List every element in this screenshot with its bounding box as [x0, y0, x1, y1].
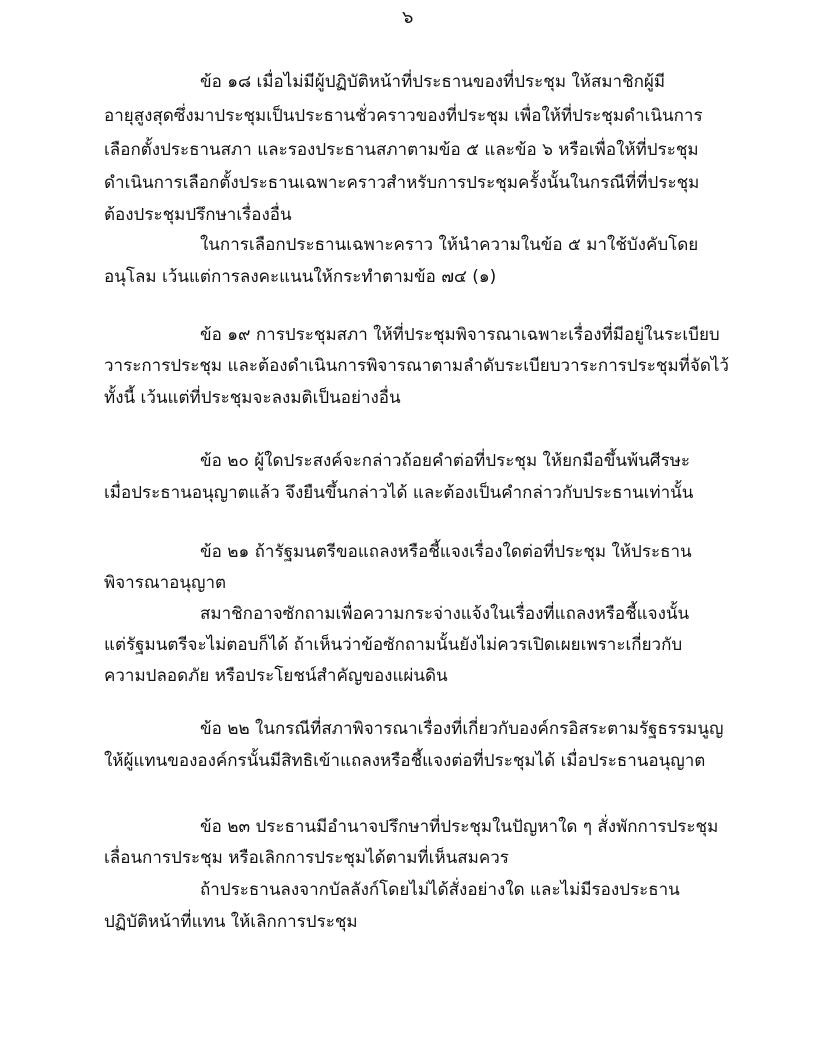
page-number: ๖: [402, 7, 414, 28]
section-23-line: เลื่อนการประชุม หรือเลิกการประชุมได้ตามที่เห็นสมควร: [104, 848, 509, 868]
section-23-line: ถ้าประธานลงจากบัลลังก์โดยไม่ได้สั่งอย่างใด และไม่มีรองประธาน: [200, 880, 680, 900]
section-21-line: ข้อ ๒๑ ถ้ารัฐมนตรีขอแถลงหรือชี้แจงเรื่องใดต่อที่ประชุม ให้ประธาน: [200, 542, 692, 562]
section-21-line: ความปลอดภัย หรือประโยชน์สำคัญของแผ่นดิน: [104, 666, 448, 686]
section-18-line: ข้อ ๑๘ เมื่อไม่มีผู้ปฏิบัติหน้าที่ประธานของที่ประชุม ให้สมาชิกผู้มี: [200, 72, 666, 92]
section-22-line: ข้อ ๒๒ ในกรณีที่สภาพิจารณาเรื่องที่เกี่ยวกับองค์กรอิสระตามรัฐธรรมนูญ: [200, 719, 724, 739]
section-22-line: ให้ผู้แทนขององค์กรนั้นมีสิทธิเข้าแถลงหรือชี้แจงต่อที่ประชุมได้ เมื่อประธานอนุญาต: [104, 751, 706, 771]
section-21-line: แต่รัฐมนตรีจะไม่ตอบก็ได้ ถ้าเห็นว่าข้อซักถามนั้นยังไม่ควรเปิดเผยเพราะเกี่ยวกับ: [104, 635, 683, 655]
section-23-line: ปฏิบัติหน้าที่แทน ให้เลิกการประชุม: [104, 912, 358, 932]
section-21-line: สมาชิกอาจซักถามเพื่อความกระจ่างแจ้งในเรื่องที่แถลงหรือชี้แจงนั้น: [200, 604, 690, 624]
section-18-line: ในการเลือกประธานเฉพาะคราว ให้นำความในข้อ ๕ มาใช้บังคับโดย: [200, 235, 699, 255]
section-23-line: ข้อ ๒๓ ประธานมีอำนาจปรึกษาที่ประชุมในปัญหาใด ๆ สั่งพักการประชุม: [200, 817, 719, 837]
section-19-line: ข้อ ๑๙ การประชุมสภา ให้ที่ประชุมพิจารณาเฉพาะเรื่องที่มีอยู่ในระเบียบ: [200, 325, 720, 345]
section-18-line: เลือกตั้งประธานสภา และรองประธานสภาตามข้อ ๕ และข้อ ๖ หรือเพื่อให้ที่ประชุม: [104, 140, 699, 160]
section-18-line: ดำเนินการเลือกตั้งประธานเฉพาะคราวสำหรับการประชุมครั้งนั้นในกรณีที่ที่ประชุม: [104, 173, 700, 193]
section-19-line: ทั้งนี้ เว้นแต่ที่ประชุมจะลงมติเป็นอย่างอื่น: [104, 388, 401, 408]
section-20-line: เมื่อประธานอนุญาตแล้ว จึงยืนขึ้นกล่าวได้ และต้องเป็นคำกล่าวกับประธานเท่านั้น: [104, 483, 694, 503]
section-19-line: วาระการประชุม และต้องดำเนินการพิจารณาตามลำดับระเบียบวาระการประชุมที่จัดไว้: [104, 356, 729, 376]
section-18-line: ต้องประชุมปรึกษาเรื่องอื่น: [104, 205, 292, 225]
section-18-line: อนุโลม เว้นแต่การลงคะแนนให้กระทำตามข้อ ๗๔ (๑): [104, 267, 497, 287]
section-18-line: อายุสูงสุดซึ่งมาประชุมเป็นประธานชั่วคราวของที่ประชุม เพื่อให้ที่ประชุมดำเนินการ: [104, 106, 703, 126]
section-21-line: พิจารณาอนุญาต: [104, 573, 227, 593]
section-20-line: ข้อ ๒๐ ผู้ใดประสงค์จะกล่าวถ้อยคำต่อที่ประชุม ให้ยกมือขึ้นพ้นศีรษะ: [200, 451, 691, 471]
